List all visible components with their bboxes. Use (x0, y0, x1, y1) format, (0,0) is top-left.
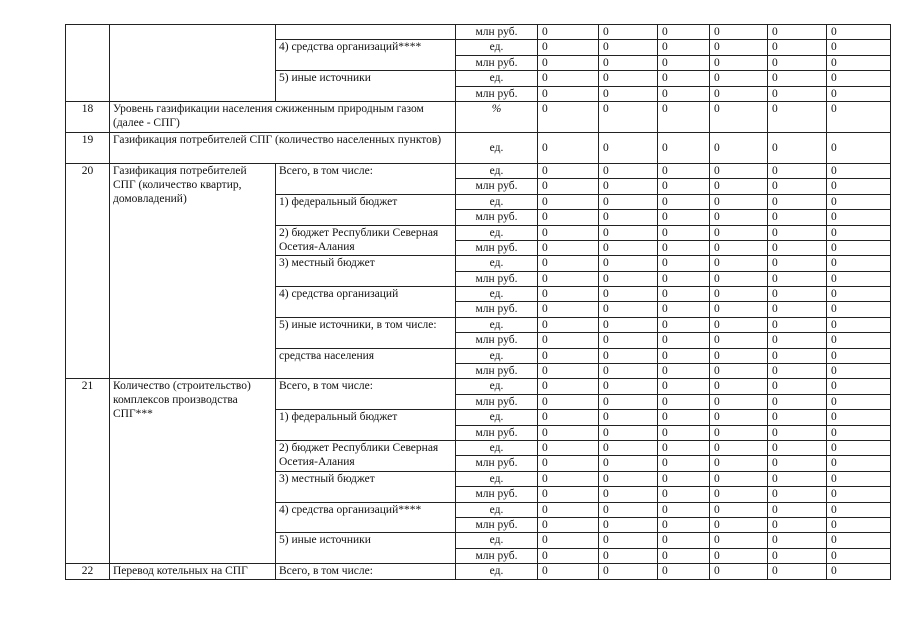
source-cell (276, 25, 456, 40)
value-cell: 0 (658, 287, 710, 302)
unit-cell: млн руб. (456, 55, 538, 70)
value-cell: 0 (538, 456, 599, 471)
value-cell: 0 (710, 86, 768, 101)
unit-cell: млн руб. (456, 25, 538, 40)
source-cell: 5) иные источники (276, 71, 456, 102)
value-cell: 0 (710, 40, 768, 55)
value-cell: 0 (768, 55, 827, 70)
value-cell: 0 (658, 40, 710, 55)
value-cell: 0 (768, 333, 827, 348)
table-row (66, 564, 891, 579)
value-cell: 0 (710, 348, 768, 363)
unit-cell: ед. (456, 440, 538, 455)
value-cell: 0 (538, 487, 599, 502)
value-cell: 0 (827, 564, 891, 579)
value-cell: 0 (710, 163, 768, 178)
value-cell: 0 (768, 410, 827, 425)
value-cell: 0 (710, 55, 768, 70)
value-cell: 0 (768, 240, 827, 255)
value-cell: 0 (538, 271, 599, 286)
value-cell: 0 (658, 456, 710, 471)
value-cell: 0 (599, 317, 658, 332)
value-cell: 0 (538, 471, 599, 486)
value-cell: 0 (710, 517, 768, 532)
indicator-name-cell: Уровень газификации населения сжиженным природным газом (далее - СПГ) (110, 101, 456, 132)
value-cell: 0 (538, 163, 599, 178)
value-cell: 0 (710, 179, 768, 194)
value-cell: 0 (599, 287, 658, 302)
value-cell: 0 (827, 194, 891, 209)
source-cell: Всего, в том числе: (276, 564, 456, 579)
value-cell: 0 (768, 533, 827, 548)
value-cell: 0 (710, 487, 768, 502)
value-cell: 0 (710, 317, 768, 332)
unit-cell: млн руб. (456, 364, 538, 379)
unit-cell: ед. (456, 287, 538, 302)
source-cell: 2) бюджет Республики Северная Осетия-Алания (276, 225, 456, 256)
unit-cell: млн руб. (456, 240, 538, 255)
value-cell: 0 (658, 517, 710, 532)
value-cell: 0 (827, 348, 891, 363)
value-cell: 0 (827, 163, 891, 178)
value-cell: 0 (768, 564, 827, 579)
value-cell: 0 (768, 101, 827, 132)
value-cell: 0 (827, 425, 891, 440)
source-cell: 4) средства организаций (276, 287, 456, 318)
value-cell: 0 (768, 487, 827, 502)
value-cell: 0 (599, 240, 658, 255)
value-cell: 0 (827, 333, 891, 348)
value-cell: 0 (710, 533, 768, 548)
value-cell: 0 (768, 456, 827, 471)
unit-cell: млн руб. (456, 425, 538, 440)
value-cell: 0 (538, 410, 599, 425)
value-cell: 0 (710, 564, 768, 579)
row-number-cell (66, 25, 110, 102)
value-cell: 0 (710, 333, 768, 348)
source-cell: Всего, в том числе: (276, 163, 456, 194)
indicator-name-cell: Количество (строительство) комплексов производства СПГ*** (110, 379, 276, 564)
value-cell: 0 (658, 71, 710, 86)
value-cell: 0 (768, 194, 827, 209)
unit-cell: млн руб. (456, 302, 538, 317)
unit-cell: ед. (456, 71, 538, 86)
value-cell: 0 (768, 86, 827, 101)
program-indicators-table (65, 24, 891, 580)
value-cell: 0 (599, 487, 658, 502)
value-cell: 0 (710, 394, 768, 409)
value-cell: 0 (710, 548, 768, 563)
value-cell: 0 (538, 179, 599, 194)
source-cell: Всего, в том числе: (276, 379, 456, 410)
value-cell: 0 (538, 517, 599, 532)
value-cell: 0 (538, 210, 599, 225)
unit-cell: млн руб. (456, 456, 538, 471)
value-cell: 0 (599, 364, 658, 379)
value-cell: 0 (538, 256, 599, 271)
value-cell: 0 (599, 210, 658, 225)
unit-cell: млн руб. (456, 517, 538, 532)
unit-cell: млн руб. (456, 271, 538, 286)
value-cell: 0 (599, 179, 658, 194)
value-cell: 0 (658, 502, 710, 517)
value-cell: 0 (827, 533, 891, 548)
source-cell: 4) средства организаций**** (276, 40, 456, 71)
unit-cell: ед. (456, 410, 538, 425)
value-cell: 0 (827, 364, 891, 379)
value-cell: 0 (599, 564, 658, 579)
value-cell: 0 (658, 471, 710, 486)
row-number-cell: 19 (66, 132, 110, 163)
value-cell: 0 (538, 364, 599, 379)
value-cell: 0 (658, 210, 710, 225)
unit-cell: млн руб. (456, 394, 538, 409)
value-cell: 0 (768, 502, 827, 517)
value-cell: 0 (827, 410, 891, 425)
value-cell: 0 (538, 425, 599, 440)
value-cell: 0 (768, 40, 827, 55)
value-cell: 0 (710, 271, 768, 286)
unit-cell: ед. (456, 502, 538, 517)
value-cell: 0 (538, 348, 599, 363)
unit-cell: млн руб. (456, 179, 538, 194)
value-cell: 0 (599, 86, 658, 101)
value-cell: 0 (768, 302, 827, 317)
value-cell: 0 (658, 487, 710, 502)
row-number-cell: 18 (66, 101, 110, 132)
row-number-cell: 21 (66, 379, 110, 564)
value-cell: 0 (599, 533, 658, 548)
value-cell: 0 (768, 132, 827, 163)
value-cell: 0 (710, 225, 768, 240)
value-cell: 0 (658, 317, 710, 332)
value-cell: 0 (658, 410, 710, 425)
value-cell: 0 (599, 271, 658, 286)
unit-cell: ед. (456, 163, 538, 178)
value-cell: 0 (658, 25, 710, 40)
value-cell: 0 (658, 194, 710, 209)
value-cell: 0 (710, 410, 768, 425)
value-cell: 0 (658, 425, 710, 440)
unit-cell: млн руб. (456, 333, 538, 348)
value-cell: 0 (658, 440, 710, 455)
value-cell: 0 (710, 71, 768, 86)
value-cell: 0 (599, 471, 658, 486)
value-cell: 0 (599, 333, 658, 348)
value-cell: 0 (827, 471, 891, 486)
value-cell: 0 (827, 25, 891, 40)
value-cell: 0 (768, 25, 827, 40)
value-cell: 0 (599, 410, 658, 425)
value-cell: 0 (710, 132, 768, 163)
indicator-name-cell: Газификация потребителей СПГ (количество населенных пунктов) (110, 132, 456, 163)
value-cell: 0 (599, 256, 658, 271)
value-cell: 0 (768, 548, 827, 563)
value-cell: 0 (658, 271, 710, 286)
value-cell: 0 (827, 256, 891, 271)
value-cell: 0 (538, 317, 599, 332)
value-cell: 0 (658, 86, 710, 101)
value-cell: 0 (710, 194, 768, 209)
value-cell: 0 (710, 101, 768, 132)
value-cell: 0 (768, 317, 827, 332)
table-row (66, 163, 891, 178)
value-cell: 0 (658, 240, 710, 255)
source-cell: 4) средства организаций**** (276, 502, 456, 533)
value-cell: 0 (538, 240, 599, 255)
value-cell: 0 (710, 25, 768, 40)
table-row (66, 25, 891, 40)
value-cell: 0 (710, 256, 768, 271)
value-cell: 0 (538, 440, 599, 455)
value-cell: 0 (768, 364, 827, 379)
value-cell: 0 (658, 101, 710, 132)
value-cell: 0 (710, 364, 768, 379)
value-cell: 0 (710, 302, 768, 317)
unit-cell: % (456, 101, 538, 132)
value-cell: 0 (538, 25, 599, 40)
source-cell: 3) местный бюджет (276, 256, 456, 287)
value-cell: 0 (599, 302, 658, 317)
value-cell: 0 (538, 533, 599, 548)
value-cell: 0 (538, 379, 599, 394)
value-cell: 0 (538, 71, 599, 86)
value-cell: 0 (827, 86, 891, 101)
value-cell: 0 (599, 163, 658, 178)
value-cell: 0 (827, 517, 891, 532)
value-cell: 0 (710, 471, 768, 486)
value-cell: 0 (538, 502, 599, 517)
value-cell: 0 (827, 287, 891, 302)
source-cell: 1) федеральный бюджет (276, 194, 456, 225)
value-cell: 0 (827, 548, 891, 563)
value-cell: 0 (827, 456, 891, 471)
value-cell: 0 (768, 163, 827, 178)
value-cell: 0 (599, 132, 658, 163)
value-cell: 0 (827, 179, 891, 194)
unit-cell: ед. (456, 194, 538, 209)
unit-cell: ед. (456, 225, 538, 240)
unit-cell: ед. (456, 256, 538, 271)
value-cell: 0 (658, 163, 710, 178)
indicator-name-cell: Газификация потребителей СПГ (количество квартир, домовладений) (110, 163, 276, 378)
unit-cell: млн руб. (456, 210, 538, 225)
source-cell: средства населения (276, 348, 456, 379)
value-cell: 0 (827, 210, 891, 225)
indicator-name-cell (110, 25, 276, 102)
value-cell: 0 (827, 502, 891, 517)
value-cell: 0 (827, 55, 891, 70)
source-cell: 2) бюджет Республики Северная Осетия-Алания (276, 440, 456, 471)
value-cell: 0 (599, 225, 658, 240)
value-cell: 0 (599, 440, 658, 455)
value-cell: 0 (538, 225, 599, 240)
value-cell: 0 (599, 456, 658, 471)
value-cell: 0 (768, 71, 827, 86)
value-cell: 0 (538, 333, 599, 348)
value-cell: 0 (710, 425, 768, 440)
unit-cell: ед. (456, 132, 538, 163)
row-number-cell: 22 (66, 564, 110, 579)
unit-cell: ед. (456, 471, 538, 486)
value-cell: 0 (768, 440, 827, 455)
source-cell: 1) федеральный бюджет (276, 410, 456, 441)
value-cell: 0 (827, 240, 891, 255)
value-cell: 0 (768, 517, 827, 532)
value-cell: 0 (658, 256, 710, 271)
value-cell: 0 (827, 394, 891, 409)
value-cell: 0 (538, 302, 599, 317)
unit-cell: млн руб. (456, 487, 538, 502)
value-cell: 0 (538, 548, 599, 563)
source-cell: 5) иные источники, в том числе: (276, 317, 456, 348)
value-cell: 0 (710, 440, 768, 455)
table-row (66, 132, 891, 163)
value-cell: 0 (658, 302, 710, 317)
value-cell: 0 (768, 379, 827, 394)
value-cell: 0 (658, 179, 710, 194)
unit-cell: ед. (456, 317, 538, 332)
unit-cell: ед. (456, 348, 538, 363)
value-cell: 0 (710, 502, 768, 517)
value-cell: 0 (658, 333, 710, 348)
value-cell: 0 (768, 179, 827, 194)
value-cell: 0 (768, 348, 827, 363)
unit-cell: ед. (456, 379, 538, 394)
value-cell: 0 (827, 271, 891, 286)
value-cell: 0 (538, 40, 599, 55)
value-cell: 0 (768, 225, 827, 240)
value-cell: 0 (768, 210, 827, 225)
row-number-cell: 20 (66, 163, 110, 378)
value-cell: 0 (710, 456, 768, 471)
value-cell: 0 (827, 487, 891, 502)
value-cell: 0 (538, 394, 599, 409)
value-cell: 0 (599, 548, 658, 563)
unit-cell: млн руб. (456, 548, 538, 563)
value-cell: 0 (538, 564, 599, 579)
value-cell: 0 (827, 440, 891, 455)
value-cell: 0 (538, 194, 599, 209)
value-cell: 0 (599, 517, 658, 532)
value-cell: 0 (658, 55, 710, 70)
value-cell: 0 (827, 132, 891, 163)
unit-cell: ед. (456, 564, 538, 579)
value-cell: 0 (658, 364, 710, 379)
value-cell: 0 (599, 71, 658, 86)
unit-cell: ед. (456, 40, 538, 55)
value-cell: 0 (768, 271, 827, 286)
indicator-name-cell: Перевод котельных на СПГ (110, 564, 276, 579)
value-cell: 0 (599, 194, 658, 209)
value-cell: 0 (768, 287, 827, 302)
value-cell: 0 (827, 379, 891, 394)
value-cell: 0 (827, 40, 891, 55)
value-cell: 0 (538, 132, 599, 163)
value-cell: 0 (599, 101, 658, 132)
value-cell: 0 (599, 502, 658, 517)
value-cell: 0 (538, 86, 599, 101)
value-cell: 0 (538, 287, 599, 302)
table-row (66, 379, 891, 394)
value-cell: 0 (827, 71, 891, 86)
value-cell: 0 (827, 101, 891, 132)
value-cell: 0 (658, 132, 710, 163)
source-cell: 3) местный бюджет (276, 471, 456, 502)
unit-cell: млн руб. (456, 86, 538, 101)
value-cell: 0 (710, 240, 768, 255)
value-cell: 0 (768, 256, 827, 271)
value-cell: 0 (658, 548, 710, 563)
source-cell: 5) иные источники (276, 533, 456, 564)
value-cell: 0 (599, 425, 658, 440)
value-cell: 0 (768, 394, 827, 409)
value-cell: 0 (538, 101, 599, 132)
value-cell: 0 (658, 225, 710, 240)
table-row (66, 101, 891, 132)
value-cell: 0 (599, 55, 658, 70)
value-cell: 0 (599, 25, 658, 40)
value-cell: 0 (599, 379, 658, 394)
value-cell: 0 (658, 348, 710, 363)
value-cell: 0 (658, 533, 710, 548)
value-cell: 0 (599, 348, 658, 363)
value-cell: 0 (827, 317, 891, 332)
unit-cell: ед. (456, 533, 538, 548)
value-cell: 0 (710, 287, 768, 302)
value-cell: 0 (768, 471, 827, 486)
value-cell: 0 (658, 394, 710, 409)
value-cell: 0 (710, 210, 768, 225)
value-cell: 0 (599, 394, 658, 409)
value-cell: 0 (827, 302, 891, 317)
value-cell: 0 (827, 225, 891, 240)
value-cell: 0 (538, 55, 599, 70)
value-cell: 0 (710, 379, 768, 394)
value-cell: 0 (599, 40, 658, 55)
value-cell: 0 (768, 425, 827, 440)
value-cell: 0 (658, 379, 710, 394)
value-cell: 0 (658, 564, 710, 579)
